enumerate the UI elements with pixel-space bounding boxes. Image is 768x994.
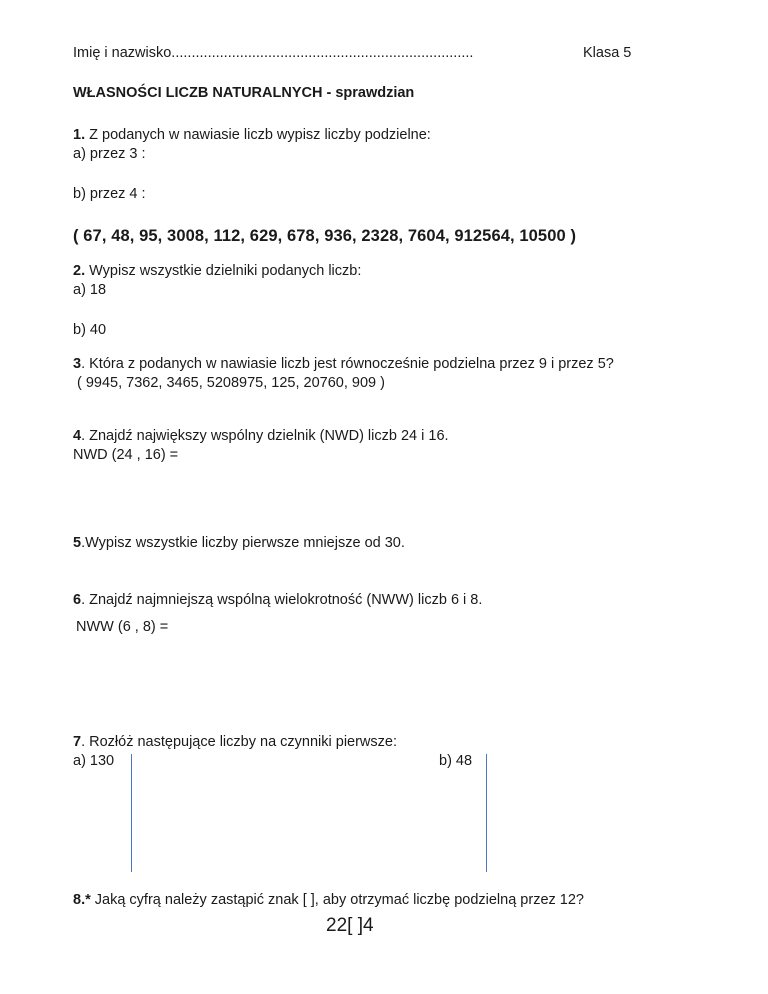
- question-1-text: Z podanych w nawiasie liczb wypisz liczby podzielne:: [85, 127, 431, 143]
- question-8-text: Jaką cyfrą należy zastąpić znak [ ], aby otrzymać liczbę podzielną przez 12?: [90, 892, 584, 908]
- question-4-text: . Znajdź największy wspólny dzielnik (NWD) liczb 24 i 16.: [81, 428, 449, 444]
- question-7-text: . Rozłóż następujące liczby na czynniki pierwsze:: [81, 734, 397, 750]
- question-7-a: a) 130: [73, 753, 115, 769]
- question-3-numbers: ( 9945, 7362, 3465, 5208975, 125, 20760, 909 ): [77, 375, 385, 391]
- question-6-text: . Znajdź najmniejszą wspólną wielokrotność (NWW) liczb 6 i 8.: [81, 592, 483, 608]
- question-1: [73, 126, 431, 144]
- question-3: [73, 355, 614, 373]
- question-5-text: .Wypisz wszystkie liczby pierwsze mniejsze od 30.: [81, 535, 405, 551]
- question-6: [73, 591, 482, 609]
- question-8-star: *: [85, 892, 91, 908]
- class-label: Klasa 5: [583, 45, 632, 61]
- question-7-number: 7: [73, 734, 82, 750]
- factorization-divider-b: [486, 754, 487, 872]
- question-2-number: 2.: [73, 263, 86, 279]
- question-2: [73, 262, 361, 280]
- question-6-line: NWW (6 , 8) =: [76, 619, 169, 635]
- factorization-divider-a: [131, 754, 132, 872]
- question-8-expression: 22[ ]4: [326, 915, 374, 936]
- page-title: WŁASNOŚCI LICZB NATURALNYCH - sprawdzian: [73, 85, 415, 101]
- question-2-text: Wypisz wszystkie dzielniki podanych liczb:: [85, 263, 362, 279]
- question-6-number: 6: [73, 592, 82, 608]
- question-4-line: NWD (24 , 16) =: [73, 447, 179, 463]
- question-2-a: a) 18: [73, 282, 107, 298]
- question-2-b: b) 40: [73, 322, 107, 338]
- question-8: [73, 891, 584, 909]
- name-line: Imię i nazwisko...........................................................................: [73, 45, 474, 61]
- question-3-text: . Która z podanych w nawiasie liczb jest równocześnie podzielna przez 9 i przez 5?: [81, 356, 614, 372]
- question-4: [73, 427, 449, 445]
- question-1-number: 1.: [73, 127, 86, 143]
- question-4-number: 4: [73, 428, 82, 444]
- question-3-number: 3: [73, 356, 82, 372]
- question-8-number: 8.: [73, 892, 86, 908]
- question-7-b: b) 48: [439, 753, 473, 769]
- question-1-a: a) przez 3 :: [73, 146, 146, 162]
- question-5-number: 5: [73, 535, 82, 551]
- question-1-numbers: ( 67, 48, 95, 3008, 112, 629, 678, 936, 2328, 7604, 912564, 10500 ): [73, 227, 577, 245]
- question-1-b: b) przez 4 :: [73, 186, 146, 202]
- question-5: [73, 534, 405, 552]
- question-7: [73, 733, 397, 751]
